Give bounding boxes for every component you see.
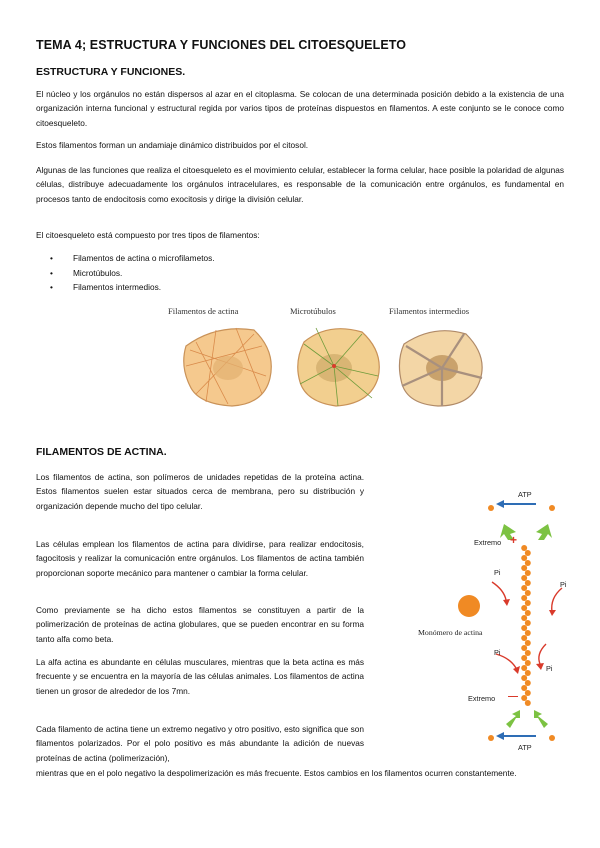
actin-bead: [525, 590, 531, 596]
actin-bead: [525, 640, 531, 646]
actin-bead: [521, 555, 527, 561]
actin-bead: [525, 550, 531, 556]
extremo-plus-label: Extremo: [474, 538, 502, 547]
list-item: • Filamentos de actina o microfilametos.: [36, 251, 215, 266]
actin-bead: [525, 600, 531, 606]
actin-bead: [525, 620, 531, 626]
plus-sign: +: [510, 533, 518, 547]
atp-label-top: ATP: [518, 490, 532, 499]
minus-sign: —: [508, 691, 518, 702]
paragraph: mientras que en el polo negativo la despolimerización es más frecuente. Estos cambios en los filamentos ocurren constantemente.: [36, 768, 517, 778]
section-heading-actina: FILAMENTOS DE ACTINA.: [36, 446, 167, 458]
actin-bead: [521, 635, 527, 641]
actin-bead: [521, 695, 527, 701]
figure-label-intermedios: Filamentos intermedios: [389, 306, 470, 316]
section-heading-estructura: ESTRUCTURA Y FUNCIONES.: [36, 66, 186, 78]
list-item: • Filamentos intermedios.: [36, 280, 215, 295]
actin-bead: [525, 670, 531, 676]
paragraph: Las células emplean los filamentos de actina para dividirse, para realizar endocitosis, fagocitosis y realizar la comunicación entre orgánulos. Los filamentos de actina también proporcionan soporte mecánico para mantener o cambiar la forma celular.: [36, 539, 364, 578]
actin-cell-illustration: [184, 328, 272, 406]
actin-bead: [521, 565, 527, 571]
cytoskeleton-figure: [166, 306, 496, 416]
actin-bead: [525, 690, 531, 696]
actin-bead: [521, 615, 527, 621]
pi-label: Pi: [546, 664, 553, 673]
actin-bead: [525, 580, 531, 586]
paragraph: Algunas de las funciones que realiza el citoesqueleto es el movimiento celular, establecer la forma celular, hace posible la polaridad de algunas células, distribuye adecuadamente los orgánulos intracelulares, es responsable de la comunicación entre orgánulos, es fundamental en procesos tanto de endocitosis como exocitosis y dirige la división celular.: [36, 165, 564, 204]
atp-label-bottom: ATP: [518, 743, 532, 752]
actin-bead: [525, 700, 531, 706]
intermediate-filament-cell-illustration: [399, 331, 482, 406]
paragraph: El citoesqueleto está compuesto por tres tipos de filamentos:: [36, 230, 260, 240]
actin-bead: [525, 610, 531, 616]
actin-bead: [521, 595, 527, 601]
pi-label: Pi: [494, 648, 501, 657]
pi-label: Pi: [494, 568, 501, 577]
actin-bead: [521, 665, 527, 671]
actin-bead: [525, 650, 531, 656]
actin-filament-svg: [376, 488, 576, 756]
paragraph: El núcleo y los orgánulos no están dispersos al azar en el citoplasma. Se colocan de una determinada posición debido a la existencia de una organización interna funcional y estructural regida por varios tipos de proteínas dispuestos en filamentos. A este conjunto se le conoce como citoesqueleto.: [36, 89, 564, 128]
paragraph: Los filamentos de actina, son polímeros de unidades repetidas de la proteína actina. Estos filamentos suelen estar situados cerca de membrana, pero su distribución y organización depende mucho del tipo celular.: [36, 472, 364, 511]
actin-polymerization-diagram: [376, 488, 576, 756]
pi-label: Pi: [560, 580, 567, 589]
actin-bead: [521, 655, 527, 661]
paragraph: Estos filamentos forman un andamiaje dinámico distribuidos por el citosol.: [36, 140, 309, 150]
actin-bead: [521, 605, 527, 611]
actin-bead: [525, 630, 531, 636]
actin-bead: [521, 575, 527, 581]
actin-bead: [525, 560, 531, 566]
figure-label-actina: Filamentos de actina: [168, 306, 239, 316]
actin-bead: [525, 570, 531, 576]
actin-bead: [521, 675, 527, 681]
actin-bead: [521, 685, 527, 691]
monomer-label: Monómero de actina: [418, 628, 483, 637]
actin-bead: [521, 645, 527, 651]
actin-bead: [521, 585, 527, 591]
actin-bead: [521, 545, 527, 551]
paragraph: Cada filamento de actina tiene un extremo negativo y otro positivo, esto significa que son filamentos polarizados. Por el polo positivo es más abundante la adición de nuevas proteínas de actina (polimerización),: [36, 724, 364, 763]
filament-type-list: [36, 251, 215, 295]
actin-bead: [525, 660, 531, 666]
microtubule-cell-illustration: [298, 328, 380, 406]
list-item: • Microtúbulos.: [36, 266, 215, 281]
extremo-minus-label: Extremo: [468, 694, 496, 703]
paragraph: La alfa actina es abundante en células musculares, mientras que la beta actina es más frecuente y se encuentra en la mayoría de las células animales. Los filamentos de actina tienen un grosor de alrededor de los 7mn.: [36, 657, 364, 696]
figure-label-microtubulos: Microtúbulos: [290, 306, 336, 316]
paragraph: Como previamente se ha dicho estos filamentos se constituyen a partir de la polimerización de proteínas de actina globulares, que se pueden encontrar en su forma tanto alfa como beta.: [36, 605, 364, 644]
page-title: TEMA 4; ESTRUCTURA Y FUNCIONES DEL CITOESQUELETO: [36, 38, 407, 52]
actin-bead: [525, 680, 531, 686]
actin-bead: [521, 625, 527, 631]
